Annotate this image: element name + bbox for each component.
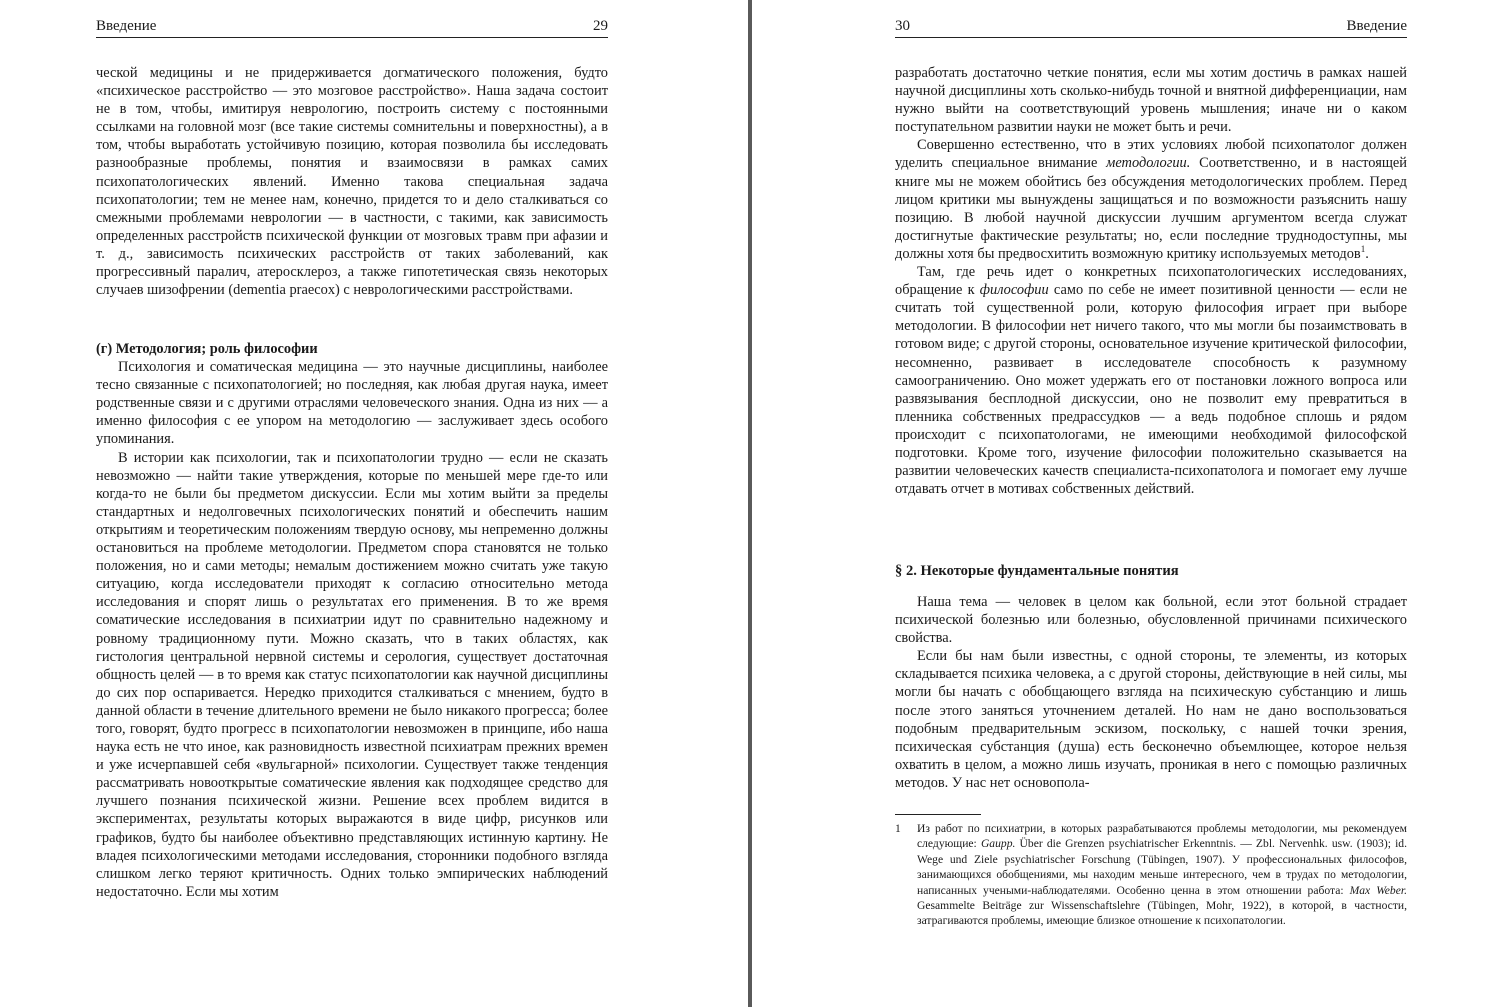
footnote-ref: 1: [1360, 244, 1366, 255]
running-head-title: Введение: [1346, 18, 1407, 34]
running-head-title: Введение: [96, 18, 157, 34]
paragraph: разработать достаточно четкие понятия, если мы хотим достичь в рамках нашей научной дисциплины хоть сколько-нибудь точной и внятной дифференциации, нам нужно выйти на соответствующий уровень мышления; иначе ни о каком поступательном развитии науки не может быть и речи.: [895, 65, 1407, 136]
right-page: [895, 0, 1407, 1007]
text-run: Über die Grenzen psychiatrischer Erkenntnis. — Zbl. Nervenhk. usw. (1903); id. Wege und Ziele psychiatrischer Forschung (Tübingen, 1907). У профессиональных философов, занимающихся обобщениями, мы находим меньше интересного, чем в трудах по методологии, написанных учеными-наблюдателями. Особенно ценна в этом отношении работа:: [917, 837, 1407, 897]
page-gutter-divider: [748, 0, 752, 1007]
left-page: [96, 0, 608, 1007]
section-heading: § 2. Некоторые фундаментальные понятия: [895, 563, 1179, 579]
text-run: .: [1365, 245, 1369, 262]
text-run: Из работ по психиатрии, в которых разрабатываются проблемы методологии, мы рекомендуем следующие:: [917, 822, 1407, 851]
right-section: [895, 562, 1407, 580]
page-number: 30: [895, 18, 910, 34]
text-run: Gesammelte Beiträge zur Wissenschaftslehre (Tübingen, Mohr, 1922), в которой, в частности, затрагиваются проблемы, имеющие близкое отношение к психопатологии.: [917, 899, 1407, 928]
text-run: Соответственно, и в настоящей книге мы не можем обойтись без обсуждения методологических проблем. Перед лицом критики мы вынуждены защищаться и по возможности разъяснить нашу позицию. В любой научной дискуссии лучшим аргументом всегда служат достигнутые фактические результаты; но, если последние труднодоступны, мы должны хотя бы предвосхитить возможную критику используемых методов: [895, 155, 1407, 262]
right-running-head: [895, 15, 1407, 38]
paragraph: [895, 136, 1407, 263]
emphasis: философии: [979, 282, 1049, 299]
footnote: [895, 821, 1407, 929]
emphasis: Gaupp.: [980, 837, 1016, 851]
left-running-head: [96, 15, 608, 38]
subsection-heading: (г) Методология; роль философии: [96, 341, 318, 357]
paragraph: В истории как психологии, так и психопатологии трудно — если не сказать невозможно — найти такие утверждения, которые по меньшей мере где-то или когда-то не были бы предметом дискуссии. Если мы хотим выйти за пределы стандартных и недолговечных психологических понятий и обеспечить нашим открытиям и теоретическим положениям твердую основу, мы непременно должны остановиться на проблеме методологии. Предметом спора становятся не только положения, но и сами методы; немалым достижением можно считать уже такую ситуацию, когда исследователи приходят к согласию относительно метода исследования и спорят лишь о результатах его применения. В то же время соматические исследования в психиатрии идут по сравнительно надежному и ровному традиционному пути. Можно сказать, что в таких областях, как гистология центральной нервной системы и серология, существует достаточная общность целей — в то время как статус психопатологии как научной дисциплины до сих пор оспаривается. Нередко приходится сталкиваться с мнением, будто в данной области в течение длительного времени не было никакого прогресса; более того, говорят, будто прогресс в психопатологии невозможен в принципе, ибо наша наука есть не что иное, как разновидность известной психиатрам прежних времен и уже исчерпавшей себя «вульгарной» психологии. Существует также тенденция рассматривать новооткрытые соматические явления как подходящее средство для лучшего познания психической жизни. Решение всех проблем видится в экспериментах, результаты которых выражаются в виде цифр, рисунков или графиков, будто бы наиболее объективно представляющих истинную картину. Не владея психологическими методами исследования, сторонники подобного взгляда слишком легко теряют критичность. Одних только эмпирических наблюдений недостаточно. Если мы хотим: [96, 449, 608, 900]
emphasis: методологии.: [1106, 155, 1191, 172]
footnote-number: 1: [895, 822, 901, 835]
right-body-bottom: [895, 593, 1407, 792]
paragraph: Если бы нам были известны, с одной стороны, те элементы, из которых складывается психика человека, а с другой стороны, действующие в ней силы, мы могли бы начать с обобщающего взгляда на психическую субстанцию и лишь после этого заняться уточнением деталей. Но нам не дано воспользоваться подобным предварительным эскизом, поскольку, с нашей точки зрения, психическая субстанция (душа) есть бесконечно объемлющее, которое нельзя охватить в целом, а можно лишь изучать, проникая в него с помощью различных методов. У нас нет основопола-: [895, 648, 1407, 791]
footnote-rule: [895, 814, 981, 815]
text-run: само по себе не имеет позитивной ценности — если не считать той существенной роли, которую философия играет при выборе методологии. В философии нет ничего такого, что мы могли бы позаимствовать в готовом виде; с другой стороны, основательное изучение критической философии, несомненно, развивает в исследователе способность к разумному самоограничению. Оно может удержать его от постановки ложного вопроса или развязывания бесплодной дискуссии, оно не позволит ему превратиться в пленника собственных предрассудков — а ведь подобное сплошь и рядом происходит с психопатологами, не имеющими необходимой философской подготовки. Кроме того, изучение философии положительно сказывается на развитии человеческих качеств специалиста-психопатолога и помогает ему лучше отдавать отчет в мотивах собственных действий.: [895, 282, 1408, 498]
left-body-main: [96, 340, 608, 901]
footnote-text: [917, 821, 1407, 929]
page-number: 29: [593, 18, 608, 34]
paragraph: Психология и соматическая медицина — это научные дисциплины, наиболее тесно связанные с психопатологией; но последняя, как любая другая наука, имеет родственные связи и с другими отраслями человеческого знания. Одна из них — а именно философия с ее упором на методологию — заслуживает здесь особого упоминания.: [96, 359, 608, 448]
paragraph: [895, 263, 1407, 498]
paragraph: ческой медицины и не придерживается догматического положения, будто «психическое расстройство — это мозговое расстройство». Наша задача состоит не в том, чтобы, имитируя неврологию, построить систему с постоянными ссылками на головной мозг (все такие системы сомнительны и поверхностны), а в том, чтобы выработать устойчивую позицию, которая позволила бы исследовать разнообразные проблемы, понятия и взаимосвязи в рамках самих психопатологических явлений. Именно такова специальная задача психопатологии; тем не менее нам, конечно, придется то и дело сталкиваться со смежными проблемами неврологии — в частности, с такими, как зависимость определенных расстройств психической функции от мозговых травм при афазии и т. д., зависимость психических расстройств от таких заболеваний, как прогрессивный паралич, атеросклероз, а также гипотетическая связь некоторых случаев шизофрении (dementia praecox) с неврологическими расстройствами.: [96, 65, 608, 299]
left-body-top: [96, 64, 608, 299]
emphasis: Max Weber.: [1349, 883, 1407, 897]
right-body-top: [895, 64, 1407, 498]
paragraph: Наша тема — человек в целом как больной, если этот больной страдает психической болезнью или болезнью, обусловленной причинами психического свойства.: [895, 594, 1407, 647]
text-run: Совершенно естественно, что в этих условиях любой психопатолог должен уделить специальное внимание: [895, 137, 1407, 172]
text-run: Там, где речь идет о конкретных психопатологических исследованиях, обращение к: [895, 264, 1407, 299]
